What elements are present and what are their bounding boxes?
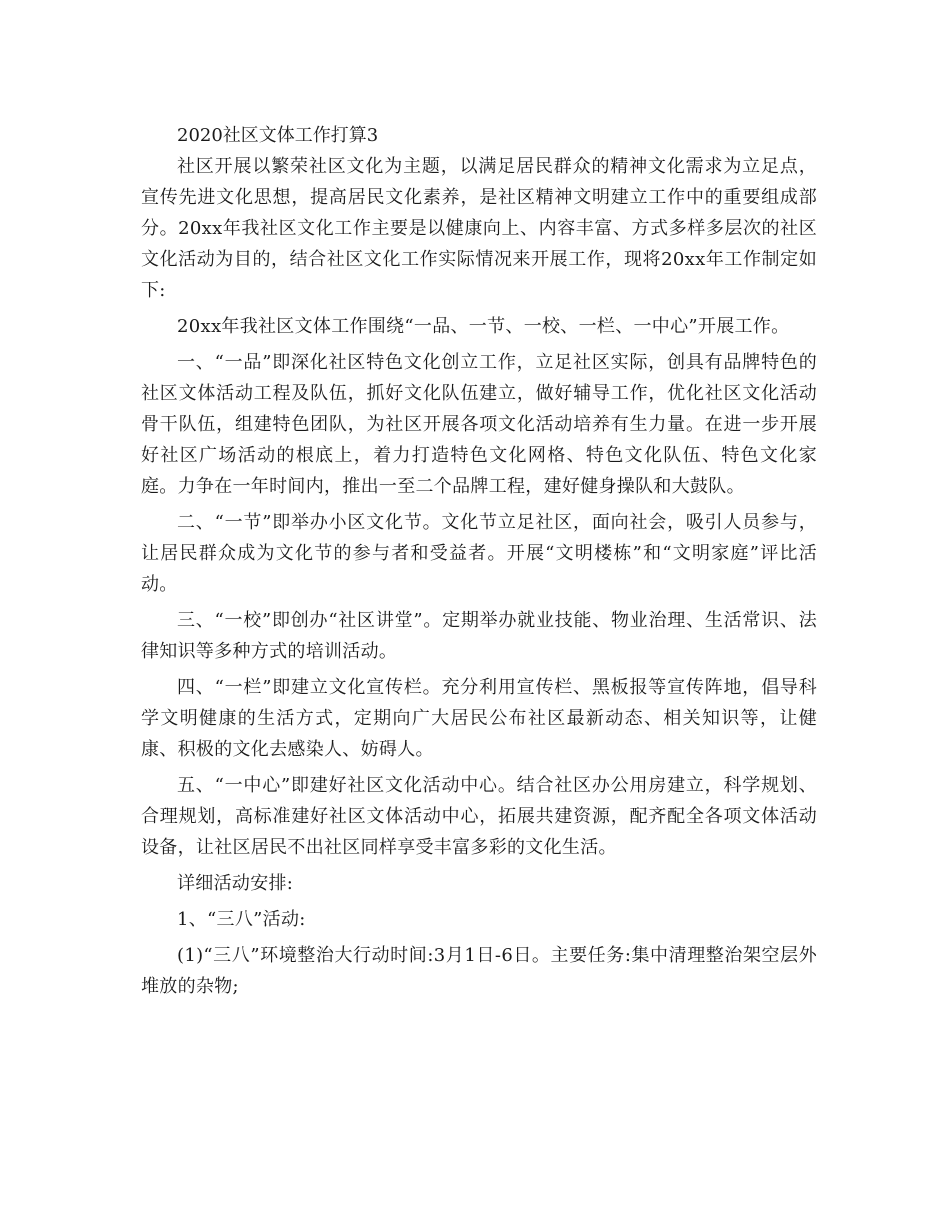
- paragraph-schedule-heading: 详细活动安排:: [177, 873, 294, 894]
- document-title: 2020社区文体工作打算3: [177, 125, 379, 146]
- paragraph-overview: 20xx年我社区文体工作围绕“一品、一节、一校、一栏、一中心”开展工作。: [177, 316, 790, 337]
- paragraph-sanba-item-1: (1)“三八”环境整治大行动时间:3月1日-6日。主要任务:集中清理整治架空层外堆放的杂物;: [141, 945, 817, 997]
- paragraph-yixiao: 三、“一校”即创办“社区讲堂”。定期举办就业技能、物业治理、生活常识、法律知识等多种方式的培训活动。: [141, 610, 817, 662]
- paragraph-yilan: 四、“一栏”即建立文化宣传栏。充分利用宣传栏、黑板报等宣传阵地，倡导科学文明健康的生活方式，定期向广大居民公布社区最新动态、相关知识等，让健康、积极的文化去感染人、妨碍人。: [141, 677, 817, 760]
- paragraph-intro: 社区开展以繁荣社区文化为主题，以满足居民群众的精神文化需求为立足点，宣传先进文化思想，提高居民文化素养，是社区精神文明建立工作中的重要组成部分。20xx年我社区文化工作主要是以健康向上、内容丰富、方式多样多层次的社区文化活动为目的，结合社区文化工作实际情况来开展工作，现将20xx年工作制定如下:: [141, 156, 817, 301]
- paragraph-yipin: 一、“一品”即深化社区特色文化创立工作，立足社区实际，创具有品牌特色的社区文体活动工程及队伍，抓好文化队伍建立，做好辅导工作，优化社区文化活动骨干队伍，组建特色团队，为社区开展各项文化活动培养有生力量。在进一步开展好社区广场活动的根底上，着力打造特色文化网格、特色文化队伍、特色文化家庭。力争在一年时间内，推出一至二个品牌工程，建好健身操队和大鼓队。: [141, 352, 817, 497]
- document-body: [141, 120, 817, 1007]
- paragraph-yizhongxin: 五、“一中心”即建好社区文化活动中心。结合社区办公用房建立，科学规划、合理规划，高标准建好社区文体活动中心，拓展共建资源，配齐配全各项文体活动设备，让社区居民不出社区同样享受丰富多彩的文化生活。: [141, 775, 817, 858]
- paragraph-yijie: 二、“一节”即举办小区文化节。文化节立足社区，面向社会，吸引人员参与，让居民群众成为文化节的参与者和受益者。开展“文明楼栋”和“文明家庭”评比活动。: [141, 512, 817, 595]
- paragraph-sanba-heading: 1、“三八”活动:: [177, 909, 306, 930]
